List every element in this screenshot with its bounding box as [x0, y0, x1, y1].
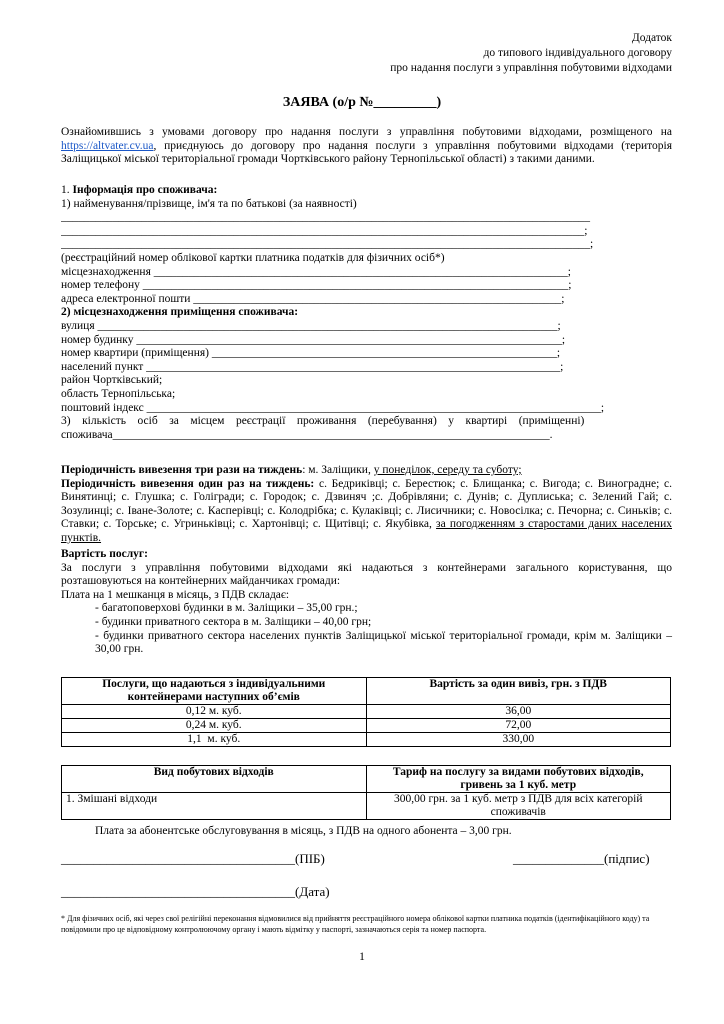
phone-field: номер телефону __________________________________________________________________________; — [61, 279, 572, 292]
table2-header-type: Вид побутових відходів — [62, 766, 367, 793]
persons-count-line-1: 3) кількість осіб за місцем реєстрації проживання (перебування) у квартирі (приміщенні) — [61, 415, 585, 428]
tariff-table — [61, 765, 671, 820]
footnote: * Для фізичних осіб, які через свої релігійні переконання відмовилися від прийняття реєстраційного номера облікової картки платника податків (ідентифікаційного коду) та повідомили про це відповідному контролюючому органу і мають відмітку у паспорті, зазначаються серія та номер паспорта. — [61, 914, 650, 934]
header-line-3: про надання послуги з управління побутовими відходами — [390, 62, 672, 74]
apartment-field: номер квартири (приміщення) ____________________________________________________________; — [61, 347, 561, 360]
name-signature-field: ____________________________________(ПІБ) — [61, 851, 325, 866]
consumer-item-1: 1) найменування/прізвище, ім'я та по батькові (за наявності) — [61, 197, 357, 210]
volume-cell: 0,24 м. куб. — [62, 719, 367, 733]
fee-item-2: - будинки приватного сектора в м. Заліщики – 40,00 грн; — [95, 615, 372, 628]
price-cell: 330,00 — [366, 733, 671, 747]
price-cell: 72,00 — [366, 719, 671, 733]
table-row — [62, 719, 671, 733]
tax-number-note: (реєстраційний номер облікової картки платника податків для фізичних осіб*) — [61, 251, 445, 264]
fee-intro: Плата на 1 мешканця в місяць, з ПДВ складає: — [61, 588, 290, 601]
schedule-three-times: Періодичність вивезення три рази на тиждень: м. Заліщики, у понеділок, середу та суботу; — [61, 464, 522, 476]
table-row — [62, 793, 671, 820]
waste-type-cell: 1. Змішані відходи — [62, 793, 367, 820]
table2-header-tariff: Тариф на послугу за видами побутових відходів, гривень за 1 куб. метр — [366, 766, 671, 793]
table1-header-services: Послуги, що надаються з індивідуальними контейнерами наступних об’ємів — [62, 678, 367, 705]
schedule-section — [61, 464, 672, 546]
postal-field: поштовий індекс _______________________________________________________________________________; — [61, 401, 605, 414]
container-price-table — [61, 677, 671, 747]
premises-heading: 2) місцезнаходження приміщення споживача: — [61, 306, 299, 319]
volume-cell: 0,12 м. куб. — [62, 705, 367, 719]
appendix-header — [390, 31, 672, 76]
header-line-1: Додаток — [631, 32, 672, 44]
intro-text: Ознайомившись з умовами договору про надання послуги з управління побутовими відходами, розміщеного на — [61, 126, 672, 138]
intro-paragraph — [61, 126, 672, 167]
consumer-heading: 1. Інформація про споживача: — [61, 184, 218, 196]
settlement-field: населений пункт ________________________________________________________________________; — [61, 360, 564, 373]
schedule-once: Періодичність вивезення один раз на тиждень: с. Бедриківці; с. Берестюк; с. Блищанка; с. Вигода; с. Виноградне; с. Винятинці; с. Глушка; с. Голігради; с. Городок; с. Дзвиняч ;с. Добрівляни; с. Дунів; с. Дуплиська; с. Зелений Гай; с. Зозулинці; с. Іване-Золоте; с. Касперівці; с. Колодрібка; с. Кулаківці; с. Лисичники; с. Новосілка; с. Печорна; с. Синьків; с. Ставки; с. Торське; с. Угриньківці; с. Хартонівці; с. Щитівці; с. Якубівка, за погодженням з старостами даних населених пунктів. — [61, 477, 672, 544]
fee-item-1: - багатоповерхові будинки в м. Заліщики – 35,00 грн.; — [95, 602, 358, 615]
cost-title: Вартість послуг: — [61, 548, 148, 560]
date-field: ____________________________________(Дата) — [61, 884, 330, 899]
cost-section — [61, 548, 672, 657]
intro-text-cont: , приєднуюсь до договору про надання послуги з управління побутовими відходами (територія Заліщицької міської територіальної громади Чортківського району Тернопільської області) з такими даними. — [61, 139, 672, 166]
persons-count-line-2: споживача____________________________________________________________________________. — [61, 428, 553, 441]
price-cell: 36,00 — [366, 705, 671, 719]
blank-line: ____________________________________________________________________________________________ — [61, 211, 590, 224]
subscription-fee: Плата за абонентське обслуговування в місяць, з ПДВ на одного абонента – 3,00 грн. — [95, 825, 512, 837]
region-line: область Тернопільська; — [61, 387, 176, 400]
district-line: район Чортківський; — [61, 374, 163, 387]
location-field: місцезнаходження ________________________________________________________________________; — [61, 265, 571, 278]
blank-line: ___________________________________________________________________________________________; — [61, 224, 588, 237]
consumer-section — [61, 184, 672, 442]
header-line-2: до типового індивідуального договору — [483, 47, 672, 59]
page-number: 1 — [359, 951, 365, 963]
email-field: адреса електронної пошти ________________________________________________________________; — [61, 292, 565, 305]
volume-cell: 1,1 м. куб. — [62, 733, 367, 747]
table1-header-price: Вартість за один вивіз, грн. з ПДВ — [366, 678, 671, 705]
building-field: номер будинку __________________________________________________________________________; — [61, 333, 566, 346]
signature-field: ______________(підпис) — [513, 851, 650, 866]
page-title: ЗАЯВА (о/р №_________) — [282, 95, 442, 110]
cost-text: За послуги з управління побутовими відходами які надаються з контейнерами загального користування, що розташовуються на контейнерних майданчиках громади: — [61, 561, 672, 588]
table-row — [62, 705, 671, 719]
tariff-cell: 300,00 грн. за 1 куб. метр з ПДВ для всіх категорій споживачів — [366, 793, 671, 820]
website-link[interactable]: https://altvater.cv.ua — [61, 139, 154, 152]
street-field: вулиця ________________________________________________________________________________; — [61, 319, 561, 332]
table-row — [62, 733, 671, 747]
blank-line: ____________________________________________________________________________________________; — [61, 238, 594, 251]
fee-item-3: - будинки приватного сектора населених пунктів Заліщицької міської територіальної громади, крім м. Заліщики – 30,00 грн. — [95, 629, 672, 656]
